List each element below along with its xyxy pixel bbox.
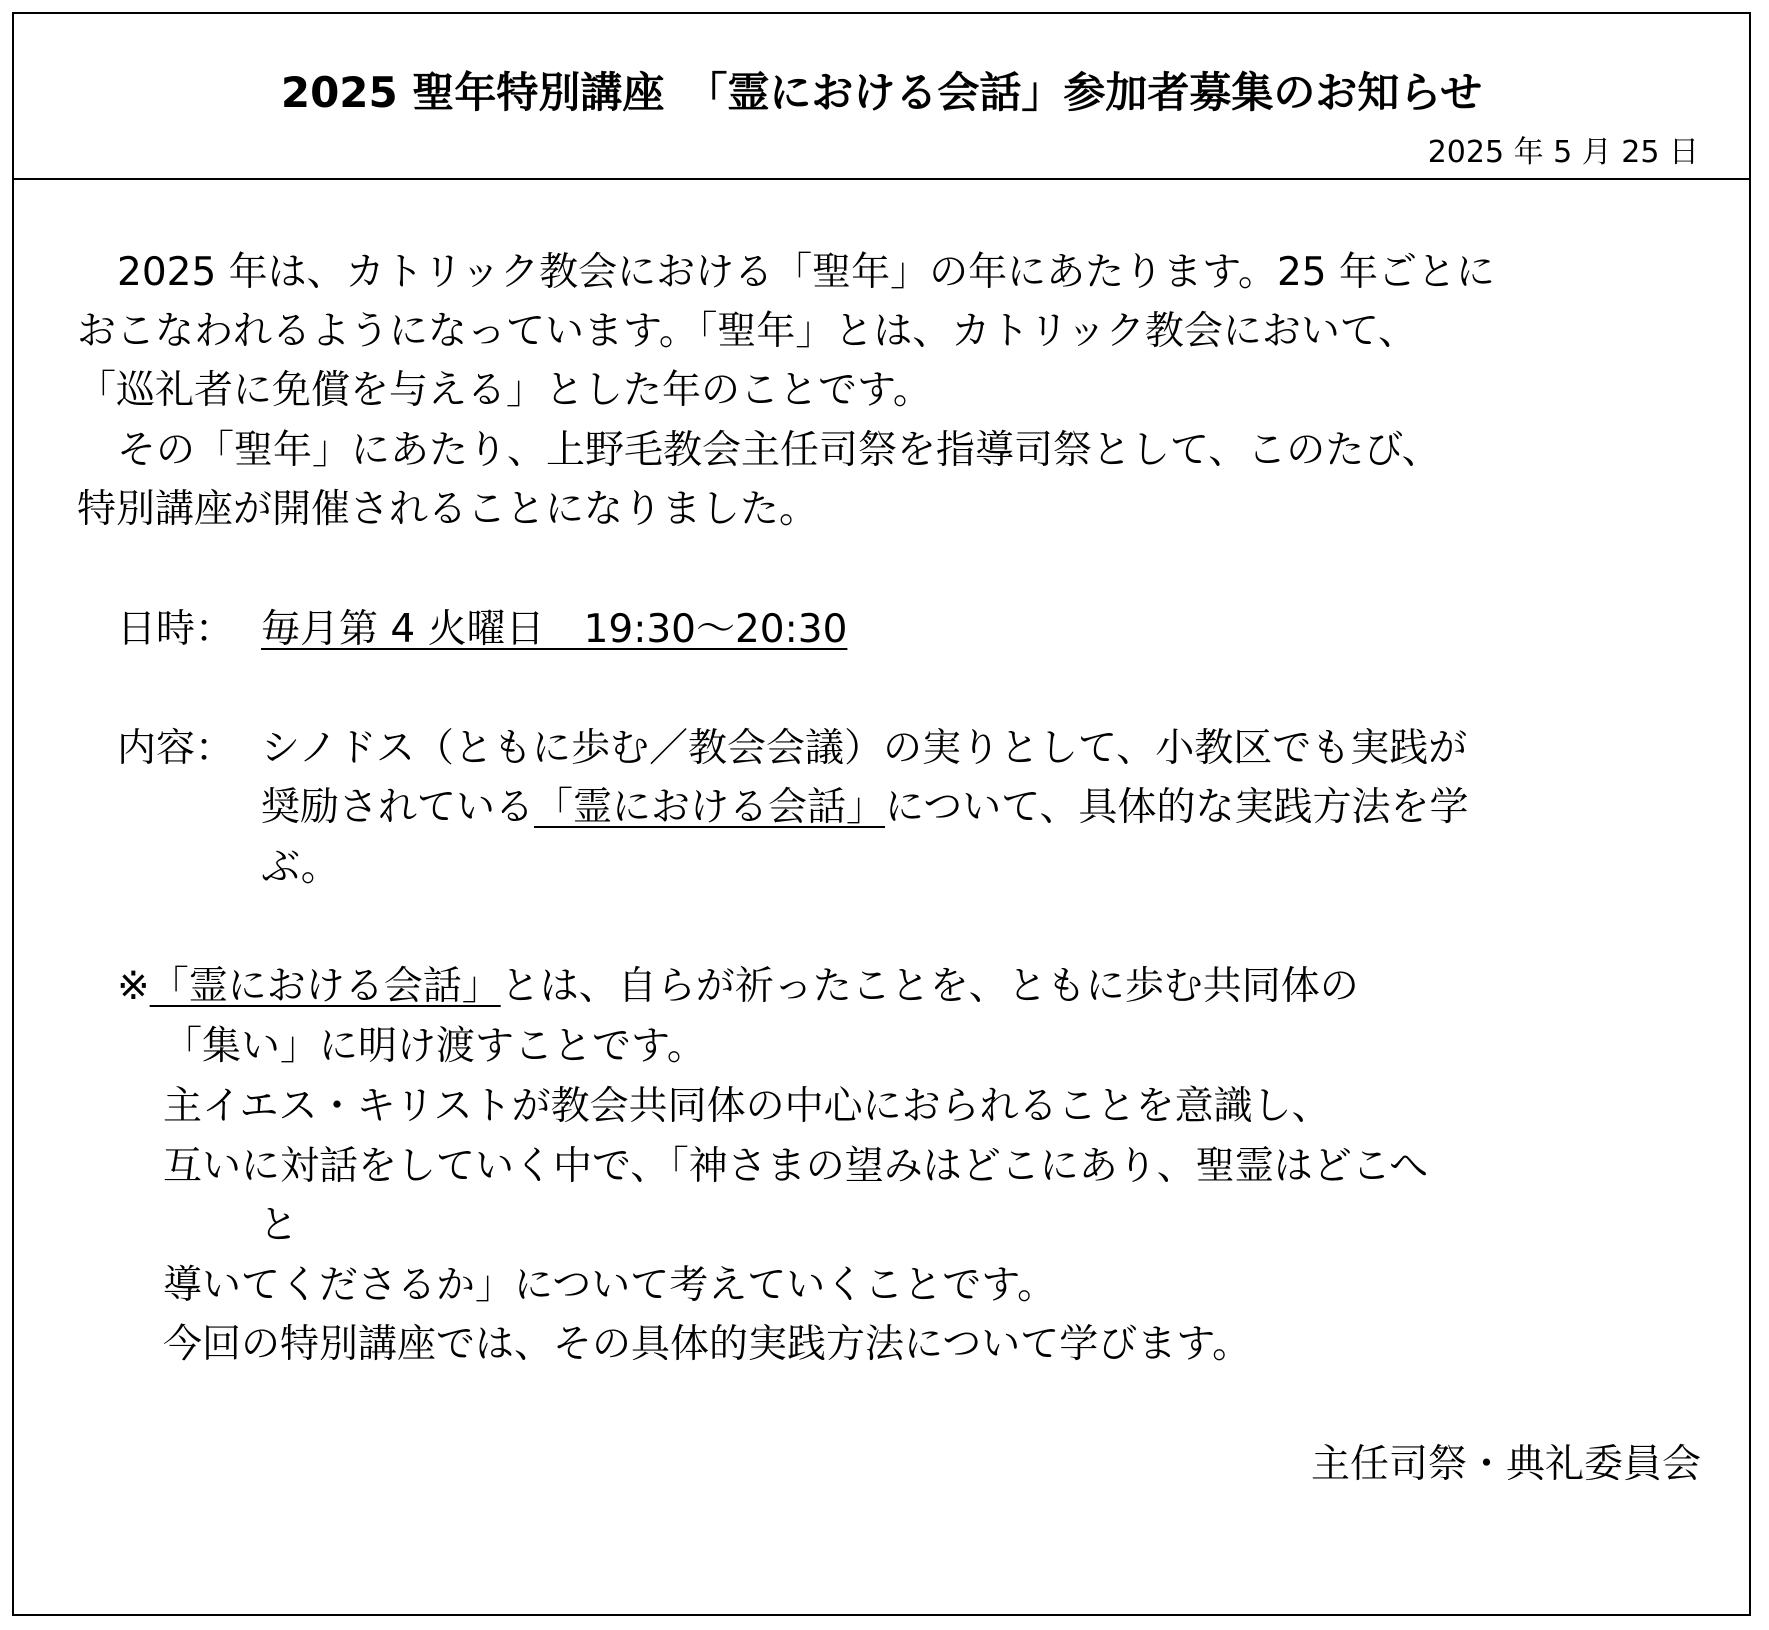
note-line-3: 主イエス・キリストが教会共同体の中心におられることを意識し、 bbox=[163, 1084, 1331, 1129]
note-line-1 bbox=[117, 964, 1359, 1009]
intro-line-1: 2025 年は、カトリック教会における「聖年」の年にあたります。25 年ごとに bbox=[117, 250, 1495, 295]
schedule-label: 日時： bbox=[117, 607, 235, 652]
content-line-2 bbox=[261, 785, 1469, 830]
notice-header bbox=[14, 14, 1749, 180]
content-label: 内容： bbox=[117, 726, 235, 771]
note-line-2: 「集い」に明け渡すことです。 bbox=[163, 1024, 706, 1069]
signature: 主任司祭・典礼委員会 bbox=[1310, 1442, 1701, 1487]
intro-line-4: その「聖年」にあたり、上野毛教会主任司祭を指導司祭として、このたび、 bbox=[117, 428, 1441, 473]
intro-line-2: おこなわれるようになっています。「聖年」とは、カトリック教会において、 bbox=[77, 309, 1418, 354]
intro-line-5: 特別講座が開催されることになりました。 bbox=[77, 487, 819, 532]
note-line-5: と bbox=[259, 1203, 299, 1248]
note-mark: ※ bbox=[117, 964, 150, 1009]
content-line-2-post: について、具体的な実践方法を学 bbox=[885, 785, 1469, 830]
notice-title: 2025 聖年特別講座 「霊における会話」参加者募集のお知らせ bbox=[280, 68, 1483, 117]
intro-line-3: 「巡礼者に免償を与える」とした年のことです。 bbox=[77, 368, 932, 413]
notice-date: 2025 年 5 月 25 日 bbox=[1427, 135, 1699, 170]
schedule-value: 毎月第 4 火曜日 19:30～20:30 bbox=[261, 607, 848, 652]
note-line-6: 導いてくださるか」について考えていくことです。 bbox=[163, 1263, 1057, 1308]
content-line-2-pre: 奨励されている bbox=[261, 785, 535, 830]
content-term: 「霊における会話」 bbox=[534, 785, 886, 830]
content-line-3: ぶ。 bbox=[261, 845, 340, 890]
note-line-4: 互いに対話をしていく中で、「神さまの望みはどこにあり、聖霊はどこへ bbox=[163, 1144, 1429, 1189]
note-line-1-post: とは、自らが祈ったことを、ともに歩む共同体の bbox=[500, 964, 1359, 1009]
note-term: 「霊における会話」 bbox=[149, 964, 501, 1009]
content-line-1: シノドス（ともに歩む／教会会議）の実りとして、小教区でも実践が bbox=[261, 726, 1468, 771]
note-line-7: 今回の特別講座では、その具体的実践方法について学びます。 bbox=[163, 1322, 1252, 1367]
